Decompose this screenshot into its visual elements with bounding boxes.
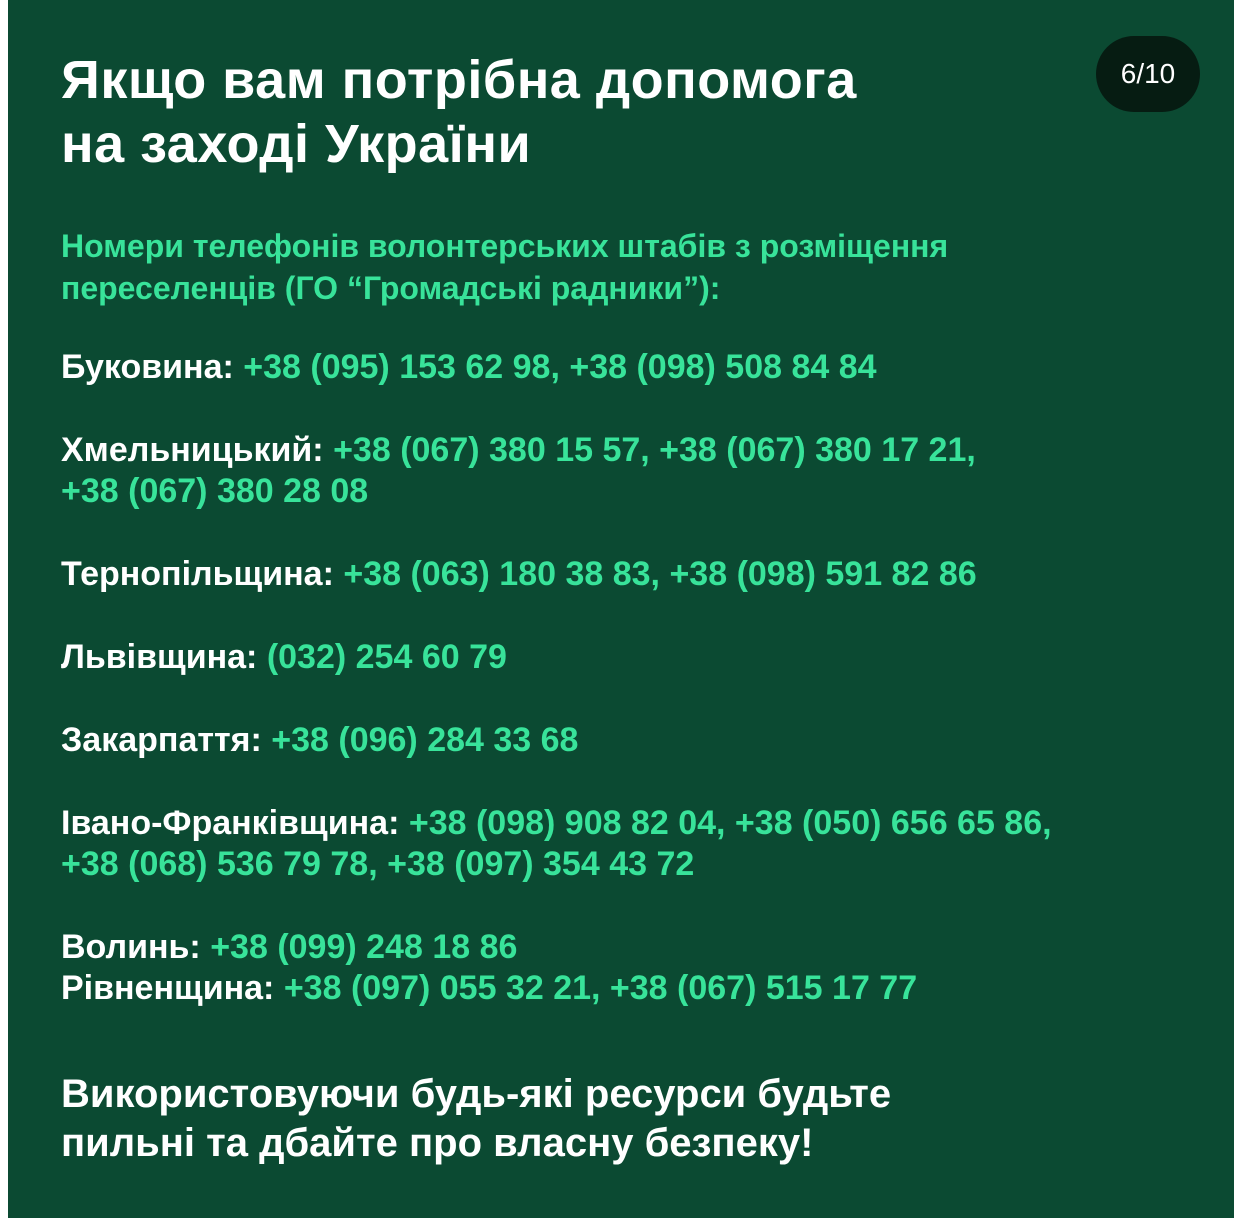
region-name: Буковина: bbox=[61, 348, 234, 386]
region-ivano-frankivsk bbox=[61, 803, 1211, 885]
region-name: Хмельницький: bbox=[61, 431, 324, 469]
info-card bbox=[8, 0, 1234, 1218]
intro-text bbox=[61, 225, 1181, 309]
region-volyn bbox=[61, 927, 1211, 968]
safety-warning bbox=[61, 1070, 1181, 1168]
region-phones[interactable]: +38 (099) 248 18 86 bbox=[210, 928, 518, 966]
page-indicator-badge: 6/10 bbox=[1096, 36, 1200, 112]
region-lviv bbox=[61, 637, 1211, 678]
region-rivne bbox=[61, 968, 1211, 1009]
region-khmelnytskyi bbox=[61, 430, 1211, 512]
region-bukovyna bbox=[61, 347, 1211, 388]
region-name: Львівщина: bbox=[61, 638, 258, 676]
region-phones[interactable]: +38 (096) 284 33 68 bbox=[271, 721, 579, 759]
region-zakarpattia bbox=[61, 720, 1211, 761]
safety-warning-line-2: пильні та дбайте про власну безпеку! bbox=[61, 1121, 814, 1165]
intro-line-2: переселенців (ГО “Громадські радники”): bbox=[61, 270, 721, 306]
region-phones-continued[interactable]: +38 (068) 536 79 78, +38 (097) 354 43 72 bbox=[61, 845, 695, 883]
region-name: Тернопільщина: bbox=[61, 555, 334, 593]
region-phones[interactable]: (032) 254 60 79 bbox=[266, 638, 507, 676]
region-phones[interactable]: +38 (097) 055 32 21, +38 (067) 515 17 77 bbox=[283, 969, 918, 1007]
region-phones-continued[interactable]: +38 (067) 380 28 08 bbox=[61, 472, 369, 510]
region-name: Закарпаття: bbox=[61, 721, 262, 759]
region-ternopil bbox=[61, 554, 1211, 595]
title-line-2: на заході України bbox=[61, 114, 532, 174]
region-phones[interactable]: +38 (067) 380 15 57, +38 (067) 380 17 21, bbox=[333, 431, 976, 469]
page-title bbox=[61, 48, 1041, 176]
region-name: Рівненщина: bbox=[61, 969, 275, 1007]
region-name: Івано-Франківщина: bbox=[61, 804, 400, 842]
region-name: Волинь: bbox=[61, 928, 201, 966]
intro-line-1: Номери телефонів волонтерських штабів з розміщення bbox=[61, 228, 949, 264]
safety-warning-line-1: Використовуючи будь-які ресурси будьте bbox=[61, 1072, 892, 1116]
title-line-1: Якщо вам потрібна допомога bbox=[61, 50, 857, 110]
region-phones[interactable]: +38 (095) 153 62 98, +38 (098) 508 84 84 bbox=[243, 348, 877, 386]
region-phones[interactable]: +38 (098) 908 82 04, +38 (050) 656 65 86, bbox=[408, 804, 1052, 842]
region-phones[interactable]: +38 (063) 180 38 83, +38 (098) 591 82 86 bbox=[343, 555, 977, 593]
